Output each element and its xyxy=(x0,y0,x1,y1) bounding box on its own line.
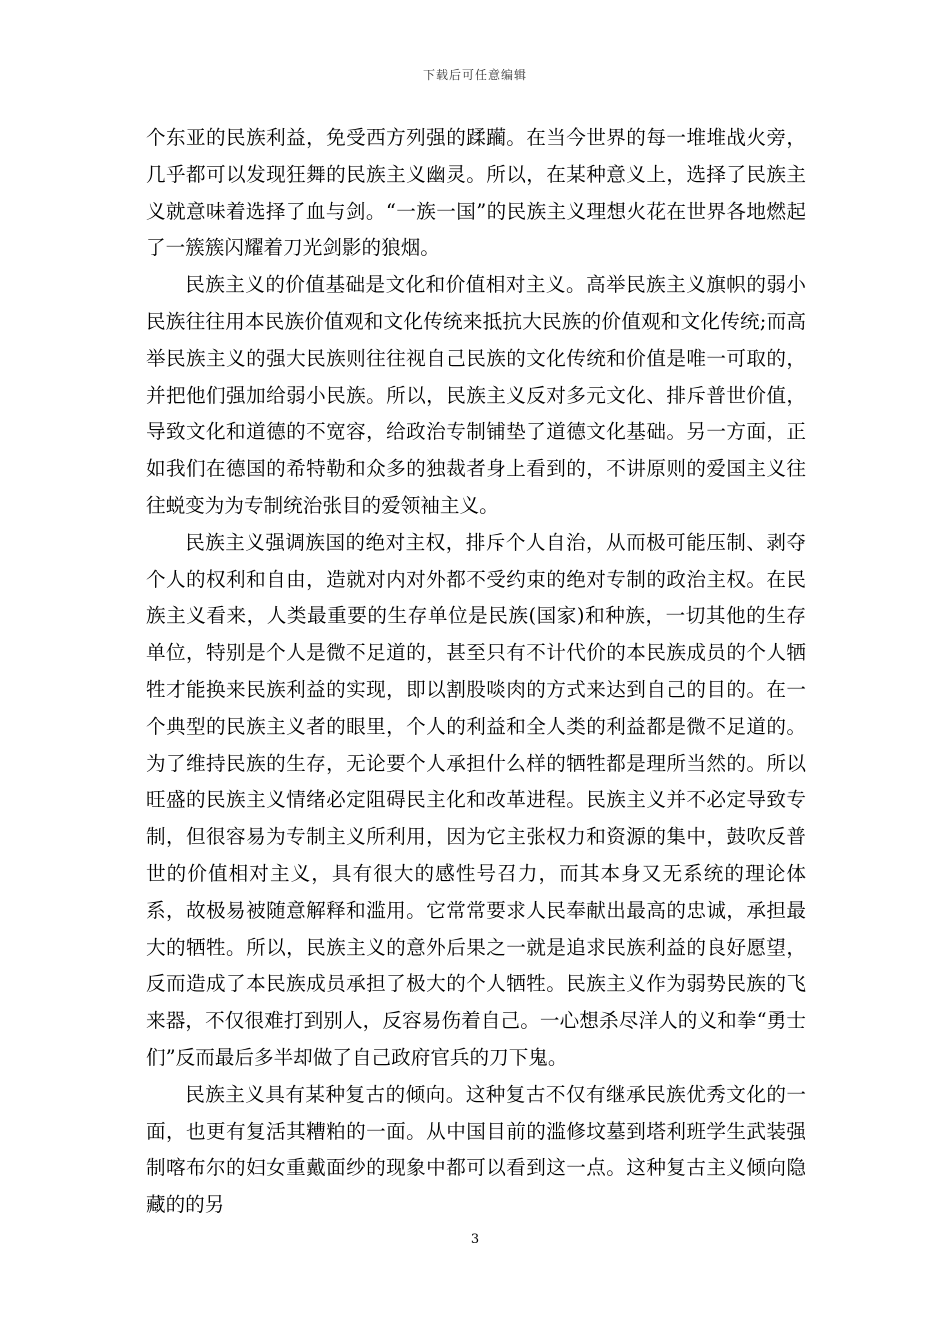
paragraph-continuation: 个东亚的民族利益，免受西方列强的蹂躏。在当今世界的每一堆堆战火旁，几乎都可以发现狂舞的民族主义幽灵。所以，在某种意义上，选择了民族主义就意味着选择了血与剑。“一族一国”的民族主义理想火花在世界各地燃起了一簇簇闪耀着刀光剑影的狼烟。 xyxy=(146,126,806,260)
page-header: 下载后可任意编辑 xyxy=(422,68,527,82)
paragraph-restoration: 民族主义具有某种复古的倾向。这种复古不仅有继承民族优秀文化的一面，也更有复活其糟粕的一面。从中国目前的滥修坟墓到塔利班学生武装强制喀布尔的妇女重戴面纱的现象中都可以看到这一点。这种复古主义倾向隐藏的的另 xyxy=(146,1082,806,1217)
paragraph-value-basis: 民族主义的价值基础是文化和价值相对主义。高举民族主义旗帜的弱小民族往往用本民族价值观和文化传统来抵抗大民族的价值观和文化传统;而高举民族主义的强大民族则往往视自己民族的文化传统和价值是唯一可取的，并把他们强加给弱小民族。所以，民族主义反对多元文化、排斥普世价值，导致文化和道德的不宽容，给政治专制铺垫了道德文化基础。另一方面，正如我们在德国的希特勒和众多的独裁者身上看到的，不讲原则的爱国主义往往蜕变为为专制统治张目的爱领袖主义。 xyxy=(146,273,806,517)
document-body xyxy=(146,120,806,1224)
paragraph-sovereignty: 民族主义强调族国的绝对主权，排斥个人自治，从而极可能压制、剥夺个人的权利和自由，造就对内对外都不受约束的绝对专制的政治主权。在民族主义看来，人类最重要的生存单位是民族(国家)和种族，一切其他的生存单位，特别是个人是微不足道的，甚至只有不计代价的本民族成员的个人牺牲才能换来民族利益的实现，即以割股啖肉的方式来达到自己的目的。在一个典型的民族主义者的眼里，个人的利益和全人类的利益都是微不足道的。为了维持民族的生存，无论要个人承担什么样的牺牲都是理所当然的。所以旺盛的民族主义情绪必定阻碍民主化和改革进程。民族主义并不必定导致专制，但很容易为专制主义所利用，因为它主张权力和资源的集中，鼓吹反普世的价值相对主义，具有很大的感性号召力，而其本身又无系统的理论体系，故极易被随意解释和滥用。它常常要求人民奉献出最高的忠诚，承担最大的牺牲。所以，民族主义的意外后果之一就是追求民族利益的良好愿望，反而造成了本民族成员承担了极大的个人牺牲。民族主义作为弱势民族的飞来器，不仅很难打到别人，反容易伤着自己。一心想杀尽洋人的义和拳“勇士们”反而最后多半却做了自己政府官兵的刀下鬼。 xyxy=(146,530,806,1069)
page-number: 3 xyxy=(470,1232,480,1247)
